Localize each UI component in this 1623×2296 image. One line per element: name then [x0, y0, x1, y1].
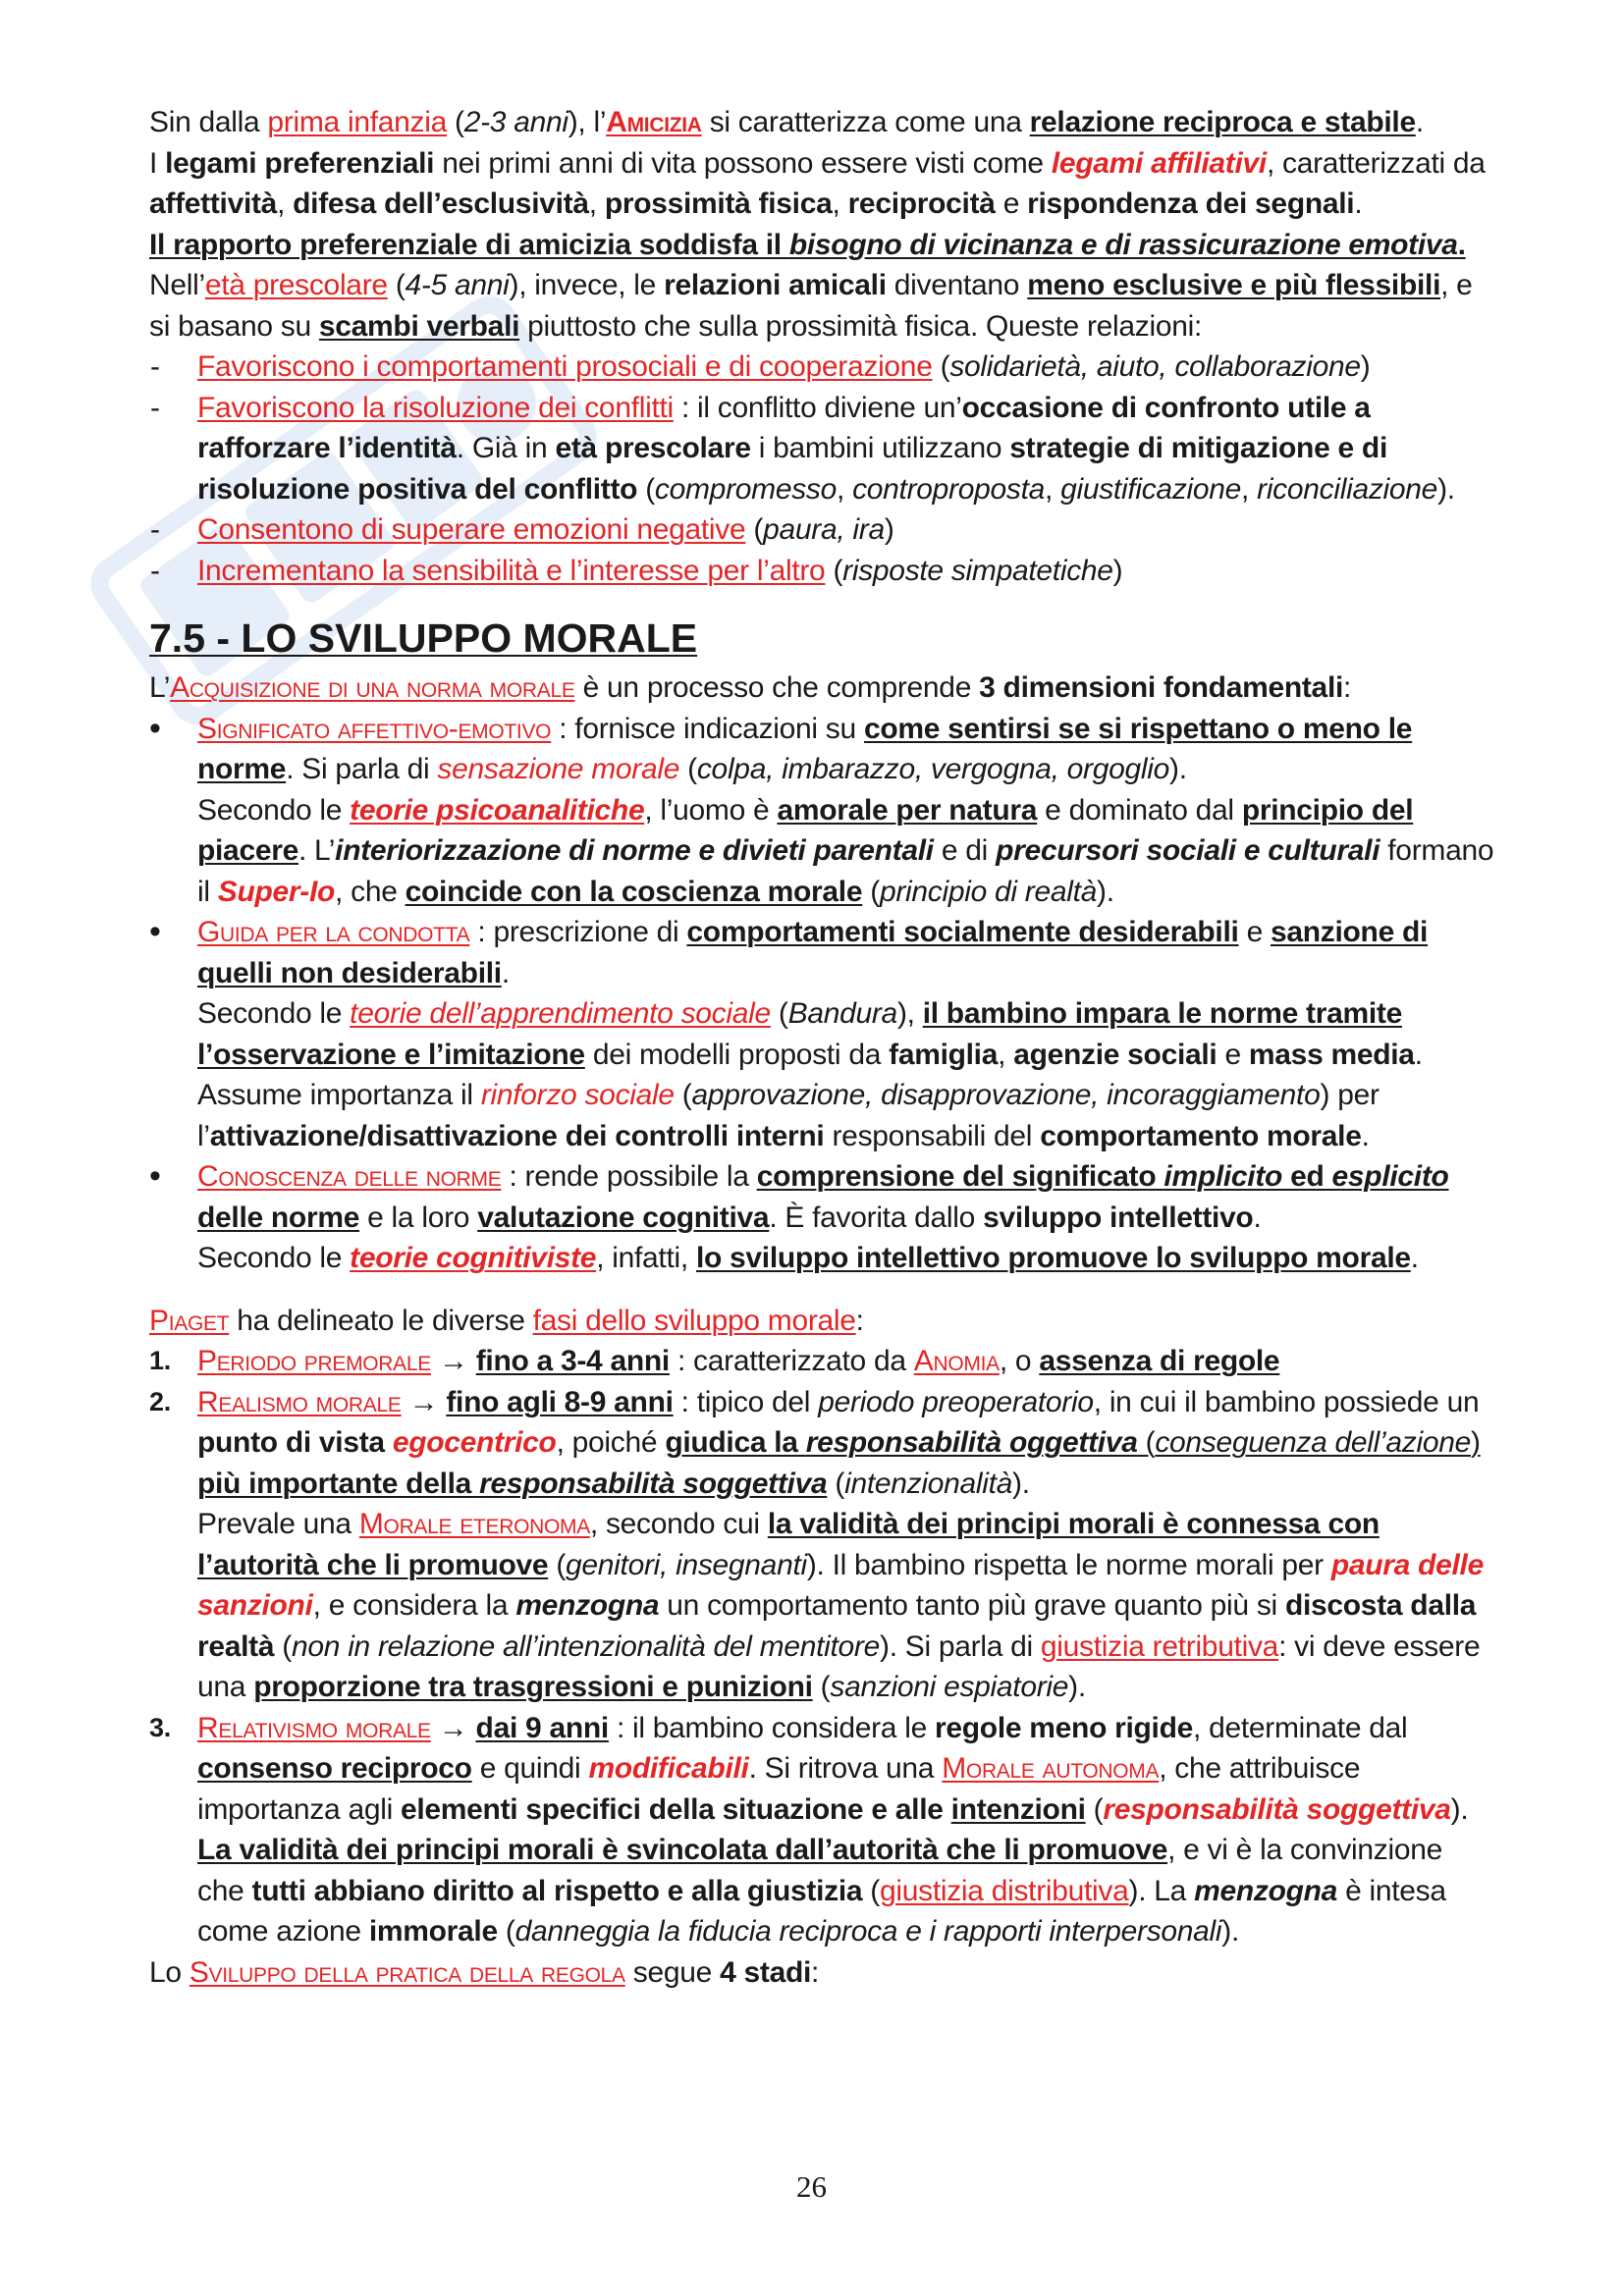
- stage-moral-realism: 2. Realismo morale → fino agli 8-9 anni : tipico del periodo preoperatorio, in cui il bambino possiede un punto di vista egocentrico, poiché giudica la responsabilità oggettiva (conseguenza dell’azione) più importante della responsabilità soggettiva (intenzionalità). Prevale una Morale eteronoma, secondo cui la validità dei principi morali è connessa con l’autorità che li promuove (genitori, insegnanti). Il bambino rispetta le norme morali per paura delle sanzioni, e considera la menzogna un comportamento tanto più grave quanto più si discosta dalla realtà (non in relazione all’intenzionalità del mentitore). Si parla di giustizia retributiva: vi deve essere una proporzione tra trasgressioni e punizioni (sanzioni espiatorie).: [149, 1385, 1484, 1703]
- friendship-need-paragraph: Il rapporto preferenziale di amicizia soddisfa il bisogno di vicinanza e di rassicurazione emotiva.: [149, 228, 1466, 261]
- rule-practice-intro: Lo Sviluppo della pratica della regola segue 4 stadi:: [149, 1955, 820, 1989]
- dimension-conduct: • Guida per la condotta : prescrizione di comportamenti socialmente desiderabili e sanzione di quelli non desiderabili. Secondo le teorie dell’apprendimento sociale (Bandura), il bambino impara le norme tramite l’osservazione e l’imitazione dei modelli proposti da famiglia, agenzie sociali e mass media. Assume importanza il rinforzo sociale (approvazione, disapprovazione, incoraggiamento) per l’attivazione/disattivazione dei controlli interni responsabili del comportamento morale.: [149, 912, 1494, 1156]
- section-heading: 7.5 - LO SVILUPPO MORALE: [149, 615, 698, 661]
- list-item: - Consentono di superare emozioni negative (paura, ira): [149, 509, 1494, 551]
- stage-premoral: 1. Periodo premorale → fino a 3-4 anni : caratterizzato da Anomia, o assenza di regole: [149, 1345, 1280, 1377]
- list-item: - Favoriscono la risoluzione dei conflitti : il conflitto diviene un’occasione di confronto utile a rafforzare l’identità. Già in età prescolare i bambini utilizzano strategie di mitigazione e di risoluzione positiva del conflitto (compromesso, controproposta, giustificazione, riconciliazione).: [149, 388, 1494, 510]
- piaget-intro: Piaget ha delineato le diverse fasi dello sviluppo morale:: [149, 1304, 864, 1337]
- friendship-benefits-list: [149, 347, 1494, 591]
- piaget-stages-list: [149, 1341, 1494, 1952]
- preschool-paragraph: Nell’età prescolare (4-5 anni), invece, le relazioni amicali diventano meno esclusive e più flessibili, e si basano su scambi verbali piuttosto che sulla prossimità fisica. Queste relazioni:: [149, 269, 1473, 343]
- preferential-bonds-paragraph: I legami preferenziali nei primi anni di vita possono essere visti come legami affiliativi, caratterizzati da affettività, difesa dell’esclusività, prossimità fisica, reciprocità e rispondenza dei segnali.: [149, 146, 1486, 220]
- friendship-paragraph: Sin dalla prima infanzia (2-3 anni), l’Amicizia si caratterizza come una relazione reciproca e stabile.: [149, 106, 1424, 138]
- moral-intro: L’Acquisizione di una norma morale è un processo che comprende 3 dimensioni fondamentali:: [149, 671, 1352, 704]
- dimension-affective: • Significato affettivo-emotivo : fornisce indicazioni su come sentirsi se si rispettano o meno le norme. Si parla di sensazione morale (colpa, imbarazzo, vergogna, orgoglio). Secondo le teorie psicoanalitiche, l’uomo è amorale per natura e dominato dal principio del piacere. L’interiorizzazione di norme e divieti parentali e di precursori sociali e culturali formano il Super-Io, che coincide con la coscienza morale (principio di realtà).: [149, 709, 1494, 913]
- dimension-knowledge: • Conoscenza delle norme : rende possibile la comprensione del significato implicito ed esplicito delle norme e la loro valutazione cognitiva. È favorita dallo sviluppo intellettivo. Secondo le teorie cognitiviste, infatti, lo sviluppo intellettivo promuove lo sviluppo morale.: [149, 1156, 1494, 1279]
- moral-dimensions-list: [149, 709, 1494, 1279]
- list-item: - Incrementano la sensibilità e l’interesse per l’altro (risposte simpatetiche): [149, 551, 1494, 592]
- stage-moral-relativism: 3. Relativismo morale → dai 9 anni : il bambino considera le regole meno rigide, determinate dal consenso reciproco e quindi modificabili. Si ritrova una Morale autonoma, che attribuisce importanza agli elementi specifici della situazione e alle intenzioni (responsabilità soggettiva). La validità dei principi morali è svincolata dall’autorità che li promuove, e vi è la convinzione che tutti abbiano diritto al rispetto e alla giustizia (giustizia distributiva). La menzogna è intesa come azione immorale (danneggia la fiducia reciproca e i rapporti interpersonali).: [149, 1711, 1469, 1948]
- page-number: 26: [796, 2169, 827, 2204]
- document-page: [149, 102, 1494, 1993]
- list-item: - Favoriscono i comportamenti prosociali e di cooperazione (solidarietà, aiuto, collaborazione): [149, 347, 1494, 388]
